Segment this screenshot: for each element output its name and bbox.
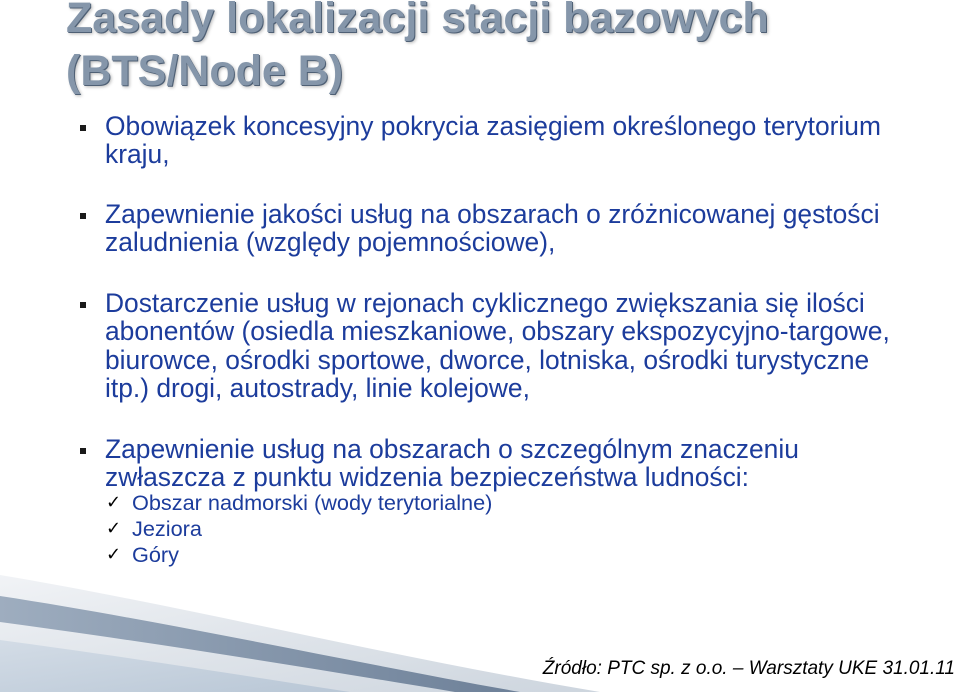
bullet-item-safety [105,435,799,492]
square-bullet-icon [80,213,86,219]
bullet-item-coverage [105,112,881,169]
source-note: Źródło: PTC sp. z o.o. – Warsztaty UKE 31.01.11 [542,658,955,679]
checkmark-icon: ✓ [106,518,122,539]
bullet-text-line: kraju, [105,139,170,170]
check-list [106,490,492,568]
bullet-text-line: itp.) drogi, autostrady, linie kolejowe, [105,373,530,404]
check-item [106,490,492,516]
check-item-label: Góry [132,542,179,567]
bullet-text-line: zaludnienia (względy pojemnościowe), [105,227,556,258]
bullet-item-quality [105,200,880,257]
check-item [106,542,492,568]
bullet-item-capacity [105,289,890,403]
check-item-label: Jeziora [132,516,202,541]
slide-title [66,0,769,98]
bullet-text-line: biurowce, ośrodki sportowe, dworce, lotniska, ośrodki turystyczne [105,344,870,375]
bullet-text-line: Zapewnienie usług na obszarach o szczególnym znaczeniu [105,434,799,464]
title-line-1: Zasady lokalizacji stacji bazowych [66,0,769,42]
checkmark-icon: ✓ [106,492,122,513]
bullet-text-line: Dostarczenie usług w rejonach cyklicznego zwiększania się ilości [105,288,865,318]
checkmark-icon: ✓ [106,544,122,565]
square-bullet-icon [80,302,86,308]
square-bullet-icon [80,448,86,454]
check-item-label: Obszar nadmorski (wody terytorialne) [132,490,493,515]
check-item [106,516,492,542]
bullet-text-line: Zapewnienie jakości usług na obszarach o zróżnicowanej gęstości [105,199,880,229]
square-bullet-icon [80,125,86,131]
bullet-text-line: zwłaszcza z punktu widzenia bezpieczeństwa ludności: [105,462,749,493]
title-line-2: (BTS/Node B) [66,47,344,95]
bullet-text-line: Obowiązek koncesyjny pokrycia zasięgiem określonego terytorium [105,111,881,141]
bullet-text-line: abonentów (osiedla mieszkaniowe, obszary ekspozycyjno-targowe, [105,316,890,347]
